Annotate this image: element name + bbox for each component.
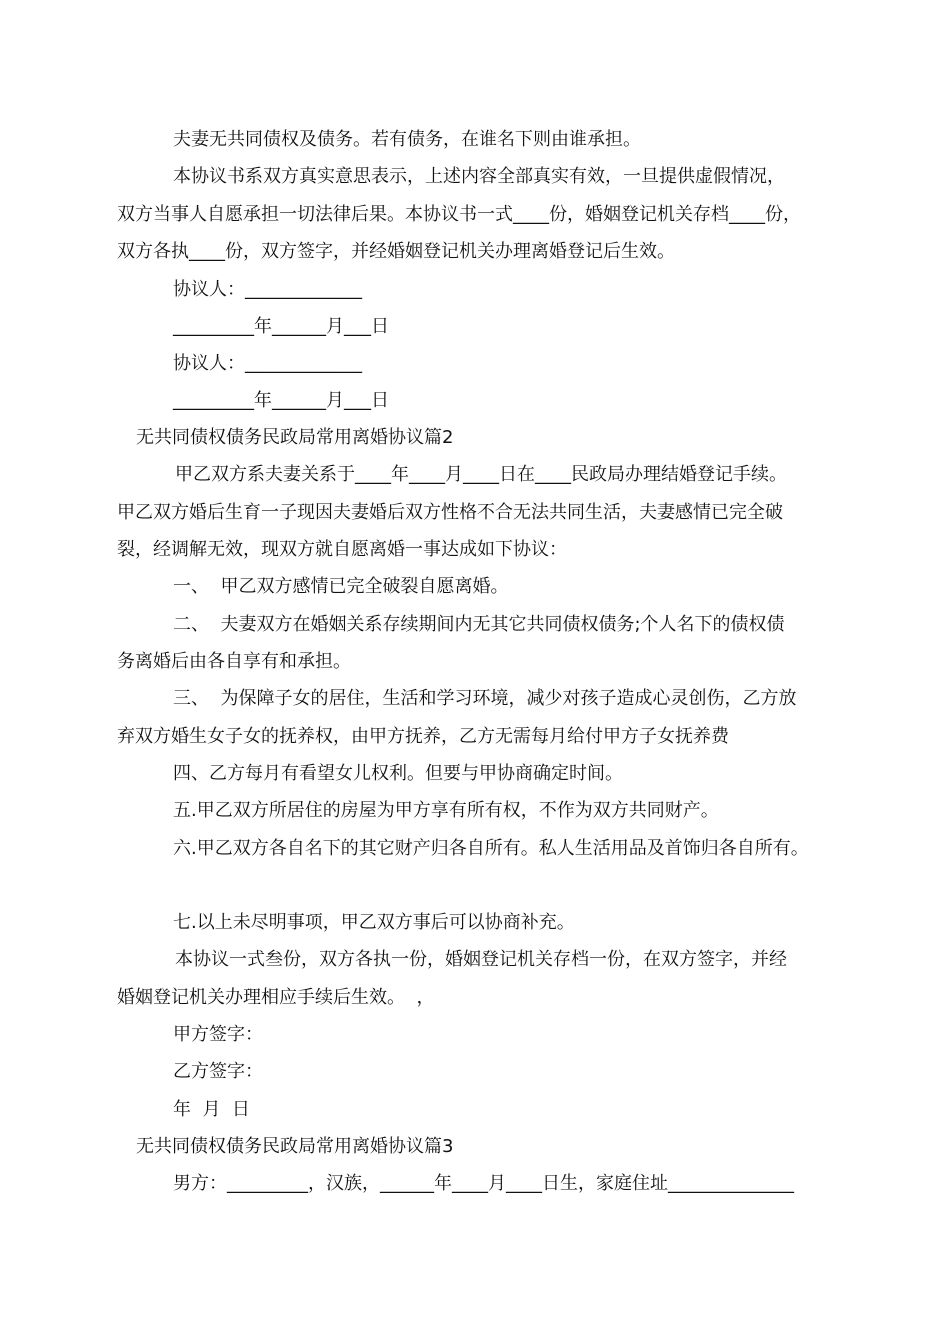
section-heading: 无共同债权债务民政局常用离婚协议篇3: [136, 1136, 454, 1157]
clause-line: 一、 甲乙双方感情已完全破裂自愿离婚。: [173, 576, 509, 597]
paragraph-line: 本协议书系双方真实意思表示，上述内容全部真实有效，一旦提供虚假情况，: [173, 166, 785, 187]
signatory-line: 协议人：_____________: [173, 279, 362, 300]
paragraph-line: 双方各执____份，双方签字，并经婚姻登记机关办理离婚登记后生效。: [117, 241, 675, 262]
paragraph-line: 甲乙双方系夫妻关系于____年____月____日在____民政局办理结婚登记手续。: [175, 464, 787, 485]
party-a-signature: 甲方签字：: [173, 1024, 263, 1045]
paragraph-line: 双方当事人自愿承担一切法律后果。本协议书一式____份，婚姻登记机关存档____份，: [117, 204, 801, 225]
paragraph-line: 裂，经调解无效，现双方就自愿离婚一事达成如下协议：: [117, 539, 567, 560]
clause-line: 三、 为保障子女的居住，生活和学习环境，减少对孩子造成心灵创伤，乙方放: [173, 688, 797, 709]
clause-line: 五.甲乙双方所居住的房屋为甲方享有所有权，不作为双方共同财产。: [173, 800, 719, 821]
clause-line: 六.甲乙双方各自名下的其它财产归各自所有。私人生活用品及首饰归各自所有。: [173, 838, 809, 859]
paragraph-line: 本协议一式叁份，双方各执一份，婚姻登记机关存档一份，在双方签字，并经: [175, 949, 787, 970]
date-line: 年 月 日: [173, 1099, 250, 1120]
clause-line: 务离婚后由各自享有和承担。: [117, 651, 351, 672]
paragraph-line: 男方：_________，汉族，______年____月____日生，家庭住址______________: [173, 1173, 794, 1194]
clause-line: 七.以上未尽明事项，甲乙双方事后可以协商补充。: [173, 912, 575, 933]
date-line: _________年______月___日: [173, 390, 389, 411]
clause-line: 四、乙方每月有看望女儿权利。但要与甲协商确定时间。: [173, 763, 623, 784]
party-b-signature: 乙方签字：: [173, 1061, 263, 1082]
paragraph-line: 婚姻登记机关办理相应手续后生效。 ，: [117, 987, 435, 1008]
paragraph-line: 夫妻无共同债权及债务。若有债务，在谁名下则由谁承担。: [173, 129, 641, 150]
clause-line: 二、 夫妻双方在婚姻关系存续期间内无其它共同债权债务;个人名下的债权债: [173, 614, 785, 635]
section-heading: 无共同债权债务民政局常用离婚协议篇2: [136, 427, 454, 448]
clause-line: 弃双方婚生女子女的抚养权，由甲方抚养，乙方无需每月给付甲方子女抚养费: [117, 726, 729, 747]
paragraph-line: 甲乙双方婚后生育一子现因夫妻婚后双方性格不合无法共同生活，夫妻感情已完全破: [117, 502, 783, 523]
signatory-line: 协议人：_____________: [173, 353, 362, 374]
date-line: _________年______月___日: [173, 316, 389, 337]
